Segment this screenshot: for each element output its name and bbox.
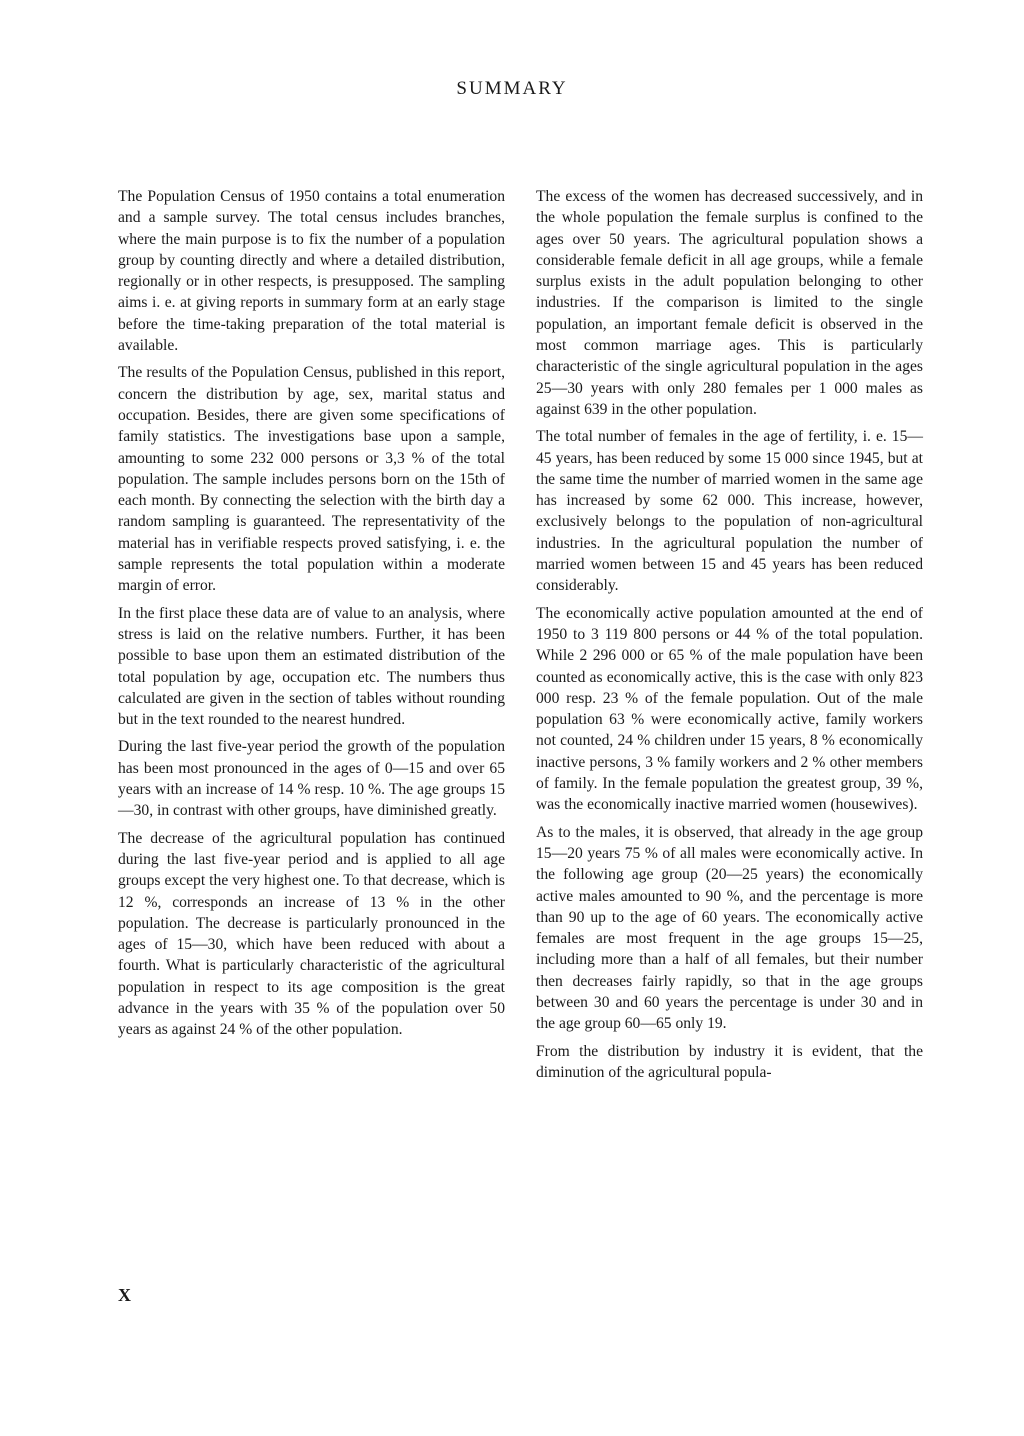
page-number: X [118, 1285, 131, 1305]
page-title: SUMMARY [456, 78, 568, 99]
paragraph-sample-results: The results of the Population Census, published in this report, concern the distribution by age, sex, marital status and occupation. Besides, there are given some specifications of family statistics. The investigations base upon a sample, amounting to some 232 000 persons or 3,3 % of the total population. The sample includes persons born on the 15th of each month. By connecting the selection with the birth day a random sampling is guaranteed. The representativity of the material has in verifiable respects proved satisfying, i. e. the sample represents the total population within a moderate margin of error. [118, 364, 505, 595]
left-column [118, 186, 505, 1047]
paragraph-population-growth: During the last five-year period the growth of the population has been most pronounced in the ages of 0—15 and over 65 years with an increase of 14 % resp. 10 %. The age groups 15—30, in contrast with other groups, have diminished greatly. [118, 738, 505, 820]
paragraph-agricultural-decrease: The decrease of the agricultural population has continued during the last five-year period and is applied to all age groups except the very highest one. To that decrease, which is 12 %, corresponds an increase of 13 % in the other population. The decrease is particularly pronounced in the ages of 15—30, which have been reduced with about a fourth. What is particularly characteristic of the agricultural population in respect to its age composition is the great advance in the years with 35 % of the population over 50 years as against 24 % of the other population. [118, 829, 505, 1039]
right-column [536, 186, 923, 1089]
paragraph-males-by-age: As to the males, it is observed, that already in the age group 15—20 years 75 % of all males were economically active. In the following age group (20—25 years) the economically active males amounted to 90 %, and the percentage is more than 90 up to the age of 60 years. The economically active females are most frequent in the age groups 15—25, including more than a half of all females, but their number then decreases fairly rapidly, so that in the age groups between 30 and 60 years the percentage is under 30 and in the age group 60—65 only 19. [536, 823, 923, 1033]
paragraph-female-surplus: The excess of the women has decreased successively, and in the whole population the female surplus is confined to the ages over 50 years. The agricultural population shows a considerable female deficit in all age groups, while a female surplus exists in the adult population belonging to other industries. If the comparison is limited to the single population, an important female deficit is observed in the most common marriage ages. This is particularly characteristic of the single agricultural population in the ages 25—30 years with only 280 females per 1 000 males as against 639 in the other population. [536, 188, 923, 418]
paragraph-economically-active: The economically active population amounted at the end of 1950 to 3 119 800 persons or 44 % of the total population. While 2 296 000 or 65 % of the male population have been counted as economically active, this is the case with only 823 000 resp. 23 % of the female population. Out of the male population 63 % were economically active, family workers not counted, 24 % children under 15 years, 8 % economically inactive persons, 3 % family workers and 2 % other members of family. In the female population the greatest group, 39 %, was the economically inactive married women (housewives). [536, 604, 923, 814]
paragraph-relative-numbers: In the first place these data are of value to an analysis, where stress is laid on the relative numbers. Further, it has been possible to base upon them an estimated distribution of the total population by age, occupation etc. The numbers thus calculated are given in the section of tables without rounding but in the text rounded to the nearest hundred. [118, 604, 505, 729]
paragraph-fertility-age: The total number of females in the age of fertility, i. e. 15—45 years, has been reduced by some 15 000 since 1945, but at the same time the number of married women in the same age has increased by some 62 000. This increase, however, exclusively belongs to the population of non-agricultural industries. In the agricultural population the number of married women between 15 and 45 years has been reduced considerably. [536, 428, 923, 595]
paragraph-census-overview: The Population Census of 1950 contains a total enumeration and a sample survey. The total census includes branches, where the main purpose is to fix the number of a population group by counting directly and where a detailed distribution, regionally or in other respects, is presupposed. The sampling aims i. e. at giving reports in summary form at an early stage before the time-taking preparation of the total material is available. [118, 188, 505, 355]
paragraph-industry-distribution: From the distribution by industry it is evident, that the diminution of the agricultural popula- [536, 1042, 923, 1081]
